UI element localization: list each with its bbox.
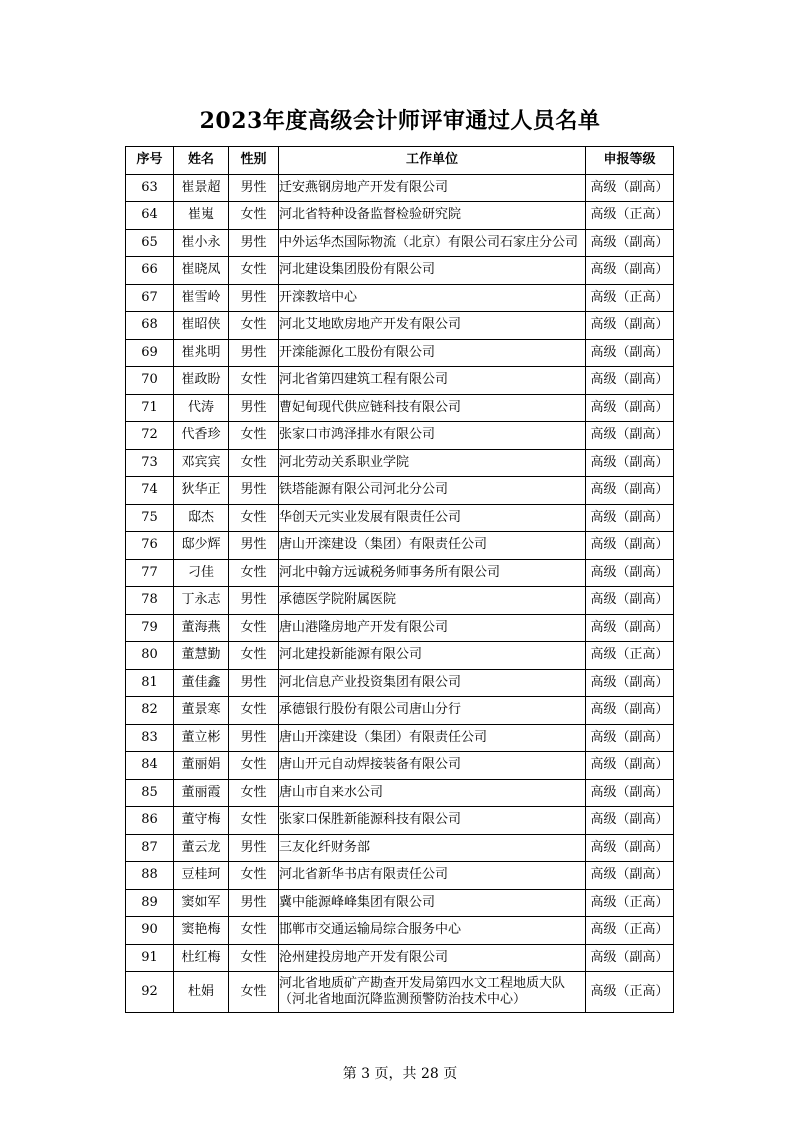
cell-no: 81 <box>126 669 174 697</box>
table-row <box>126 367 674 395</box>
cell-name: 崔政盼 <box>174 367 229 395</box>
table-row <box>126 697 674 725</box>
table-row <box>126 779 674 807</box>
table-row <box>126 312 674 340</box>
cell-level: 高级（副高） <box>586 174 674 202</box>
page-title: 2023年度高级会计师评审通过人员名单 <box>199 108 601 134</box>
cell-sex: 女性 <box>229 559 279 587</box>
cell-no: 64 <box>126 202 174 230</box>
cell-name: 豆桂珂 <box>174 862 229 890</box>
cell-sex: 女性 <box>229 202 279 230</box>
cell-level: 高级（副高） <box>586 532 674 560</box>
cell-name: 狄华正 <box>174 477 229 505</box>
cell-org: 承德银行股份有限公司唐山分行 <box>279 697 586 725</box>
cell-no: 79 <box>126 614 174 642</box>
cell-name: 董守梅 <box>174 807 229 835</box>
cell-name: 董立彬 <box>174 724 229 752</box>
header-sex: 性别 <box>229 147 279 175</box>
cell-sex: 女性 <box>229 449 279 477</box>
cell-org: 唐山港隆房地产开发有限公司 <box>279 614 586 642</box>
cell-sex: 女性 <box>229 944 279 972</box>
cell-org: 张家口保胜新能源科技有限公司 <box>279 807 586 835</box>
cell-no: 73 <box>126 449 174 477</box>
cell-level: 高级（正高） <box>586 642 674 670</box>
cell-sex: 男性 <box>229 229 279 257</box>
cell-org: 邯郸市交通运输局综合服务中心 <box>279 917 586 945</box>
cell-sex: 女性 <box>229 917 279 945</box>
cell-level: 高级（副高） <box>586 807 674 835</box>
cell-no: 87 <box>126 834 174 862</box>
cell-org: 唐山开滦建设（集团）有限责任公司 <box>279 532 586 560</box>
cell-name: 董慧勤 <box>174 642 229 670</box>
table-row <box>126 422 674 450</box>
cell-org: 中外运华杰国际物流（北京）有限公司石家庄分公司 <box>279 229 586 257</box>
cell-org: 唐山开元自动焊接装备有限公司 <box>279 752 586 780</box>
cell-org: 河北省新华书店有限责任公司 <box>279 862 586 890</box>
cell-org: 河北信息产业投资集团有限公司 <box>279 669 586 697</box>
table-row <box>126 339 674 367</box>
table-row <box>126 504 674 532</box>
cell-no: 83 <box>126 724 174 752</box>
cell-no: 86 <box>126 807 174 835</box>
cell-sex: 女性 <box>229 697 279 725</box>
cell-name: 刁佳 <box>174 559 229 587</box>
cell-org: 三友化纤财务部 <box>279 834 586 862</box>
cell-name: 崔兆明 <box>174 339 229 367</box>
cell-name: 董佳鑫 <box>174 669 229 697</box>
cell-level: 高级（副高） <box>586 669 674 697</box>
table-row <box>126 944 674 972</box>
cell-org: 河北省第四建筑工程有限公司 <box>279 367 586 395</box>
cell-org: 河北建投新能源有限公司 <box>279 642 586 670</box>
cell-no: 65 <box>126 229 174 257</box>
table-row <box>126 889 674 917</box>
cell-name: 董云龙 <box>174 834 229 862</box>
cell-no: 78 <box>126 587 174 615</box>
header-name: 姓名 <box>174 147 229 175</box>
table-row <box>126 669 674 697</box>
cell-no: 63 <box>126 174 174 202</box>
table-row <box>126 862 674 890</box>
table-row <box>126 752 674 780</box>
table-row <box>126 917 674 945</box>
cell-no: 76 <box>126 532 174 560</box>
cell-no: 70 <box>126 367 174 395</box>
cell-org: 河北省地质矿产勘查开发局第四水文工程地质大队（河北省地面沉降监测预警防治技术中心） <box>279 972 586 1013</box>
cell-level: 高级（副高） <box>586 559 674 587</box>
cell-level: 高级（正高） <box>586 917 674 945</box>
cell-org: 曹妃甸现代供应链科技有限公司 <box>279 394 586 422</box>
table-row <box>126 394 674 422</box>
cell-name: 代香珍 <box>174 422 229 450</box>
cell-sex: 女性 <box>229 257 279 285</box>
cell-org: 唐山开滦建设（集团）有限责任公司 <box>279 724 586 752</box>
cell-no: 92 <box>126 972 174 1013</box>
cell-name: 窦如军 <box>174 889 229 917</box>
cell-sex: 男性 <box>229 724 279 752</box>
page-footer: 第 3 页，共 28 页 <box>342 1066 458 1082</box>
cell-org: 张家口市鸿泽排水有限公司 <box>279 422 586 450</box>
table-row <box>126 284 674 312</box>
cell-level: 高级（副高） <box>586 944 674 972</box>
cell-name: 崔雪岭 <box>174 284 229 312</box>
cell-name: 杜娟 <box>174 972 229 1013</box>
table-row <box>126 807 674 835</box>
cell-sex: 男性 <box>229 174 279 202</box>
table-row <box>126 559 674 587</box>
cell-no: 90 <box>126 917 174 945</box>
table-row <box>126 477 674 505</box>
table-row <box>126 724 674 752</box>
cell-level: 高级（副高） <box>586 724 674 752</box>
table-header-row <box>126 147 674 175</box>
cell-level: 高级（正高） <box>586 202 674 230</box>
cell-sex: 男性 <box>229 587 279 615</box>
cell-org: 河北艾地欧房地产开发有限公司 <box>279 312 586 340</box>
header-level: 申报等级 <box>586 147 674 175</box>
cell-level: 高级（副高） <box>586 614 674 642</box>
cell-level: 高级（副高） <box>586 339 674 367</box>
cell-name: 邓宾宾 <box>174 449 229 477</box>
cell-no: 91 <box>126 944 174 972</box>
cell-sex: 男性 <box>229 834 279 862</box>
cell-level: 高级（副高） <box>586 312 674 340</box>
table-row <box>126 449 674 477</box>
cell-name: 邸杰 <box>174 504 229 532</box>
cell-no: 74 <box>126 477 174 505</box>
cell-sex: 男性 <box>229 889 279 917</box>
cell-sex: 男性 <box>229 394 279 422</box>
cell-sex: 女性 <box>229 504 279 532</box>
cell-no: 75 <box>126 504 174 532</box>
cell-org: 河北建设集团股份有限公司 <box>279 257 586 285</box>
cell-level: 高级（副高） <box>586 394 674 422</box>
cell-level: 高级（副高） <box>586 587 674 615</box>
cell-level: 高级（正高） <box>586 972 674 1013</box>
cell-level: 高级（副高） <box>586 449 674 477</box>
cell-name: 董景寒 <box>174 697 229 725</box>
cell-no: 77 <box>126 559 174 587</box>
cell-name: 代涛 <box>174 394 229 422</box>
cell-sex: 女性 <box>229 807 279 835</box>
header-org: 工作单位 <box>279 147 586 175</box>
header-no: 序号 <box>126 147 174 175</box>
cell-name: 崔嵬 <box>174 202 229 230</box>
cell-org: 华创天元实业发展有限责任公司 <box>279 504 586 532</box>
cell-name: 崔景超 <box>174 174 229 202</box>
cell-org: 迁安燕钢房地产开发有限公司 <box>279 174 586 202</box>
table-row <box>126 532 674 560</box>
cell-name: 窦艳梅 <box>174 917 229 945</box>
cell-name: 董海燕 <box>174 614 229 642</box>
cell-level: 高级（副高） <box>586 367 674 395</box>
cell-name: 董丽娟 <box>174 752 229 780</box>
cell-level: 高级（副高） <box>586 504 674 532</box>
cell-no: 72 <box>126 422 174 450</box>
cell-name: 杜红梅 <box>174 944 229 972</box>
cell-name: 丁永志 <box>174 587 229 615</box>
cell-sex: 女性 <box>229 312 279 340</box>
cell-org: 唐山市自来水公司 <box>279 779 586 807</box>
table-row <box>126 614 674 642</box>
cell-level: 高级（副高） <box>586 257 674 285</box>
cell-org: 冀中能源峰峰集团有限公司 <box>279 889 586 917</box>
table-row <box>126 642 674 670</box>
cell-no: 71 <box>126 394 174 422</box>
cell-sex: 女性 <box>229 779 279 807</box>
cell-name: 崔晓凤 <box>174 257 229 285</box>
cell-no: 69 <box>126 339 174 367</box>
cell-level: 高级（正高） <box>586 889 674 917</box>
cell-sex: 女性 <box>229 752 279 780</box>
cell-name: 邸少辉 <box>174 532 229 560</box>
cell-sex: 男性 <box>229 284 279 312</box>
cell-level: 高级（副高） <box>586 779 674 807</box>
table-row <box>126 202 674 230</box>
cell-sex: 女性 <box>229 862 279 890</box>
cell-no: 68 <box>126 312 174 340</box>
cell-sex: 男性 <box>229 477 279 505</box>
table-row <box>126 834 674 862</box>
table-row <box>126 229 674 257</box>
cell-level: 高级（副高） <box>586 477 674 505</box>
cell-no: 85 <box>126 779 174 807</box>
cell-level: 高级（副高） <box>586 834 674 862</box>
cell-sex: 男性 <box>229 339 279 367</box>
cell-name: 崔小永 <box>174 229 229 257</box>
table-row <box>126 174 674 202</box>
cell-no: 80 <box>126 642 174 670</box>
cell-org: 沧州建投房地产开发有限公司 <box>279 944 586 972</box>
table-row <box>126 587 674 615</box>
cell-level: 高级（副高） <box>586 422 674 450</box>
cell-level: 高级（正高） <box>586 284 674 312</box>
cell-name: 董丽霞 <box>174 779 229 807</box>
cell-sex: 女性 <box>229 642 279 670</box>
roster-table <box>125 146 674 1013</box>
cell-org: 河北劳动关系职业学院 <box>279 449 586 477</box>
cell-org: 承德医学院附属医院 <box>279 587 586 615</box>
cell-no: 88 <box>126 862 174 890</box>
cell-org: 河北省特种设备监督检验研究院 <box>279 202 586 230</box>
cell-sex: 男性 <box>229 669 279 697</box>
cell-sex: 女性 <box>229 422 279 450</box>
cell-sex: 女性 <box>229 614 279 642</box>
cell-org: 开滦教培中心 <box>279 284 586 312</box>
cell-level: 高级（副高） <box>586 229 674 257</box>
cell-no: 66 <box>126 257 174 285</box>
cell-level: 高级（副高） <box>586 697 674 725</box>
cell-level: 高级（副高） <box>586 862 674 890</box>
cell-org: 开滦能源化工股份有限公司 <box>279 339 586 367</box>
cell-sex: 女性 <box>229 972 279 1013</box>
cell-sex: 男性 <box>229 532 279 560</box>
cell-no: 67 <box>126 284 174 312</box>
cell-level: 高级（副高） <box>586 752 674 780</box>
cell-name: 崔昭侠 <box>174 312 229 340</box>
cell-org: 铁塔能源有限公司河北分公司 <box>279 477 586 505</box>
cell-no: 82 <box>126 697 174 725</box>
table-row <box>126 257 674 285</box>
cell-sex: 女性 <box>229 367 279 395</box>
cell-no: 84 <box>126 752 174 780</box>
cell-org: 河北中翰方远诚税务师事务所有限公司 <box>279 559 586 587</box>
table-row <box>126 972 674 1013</box>
table-body <box>126 174 674 1013</box>
cell-no: 89 <box>126 889 174 917</box>
